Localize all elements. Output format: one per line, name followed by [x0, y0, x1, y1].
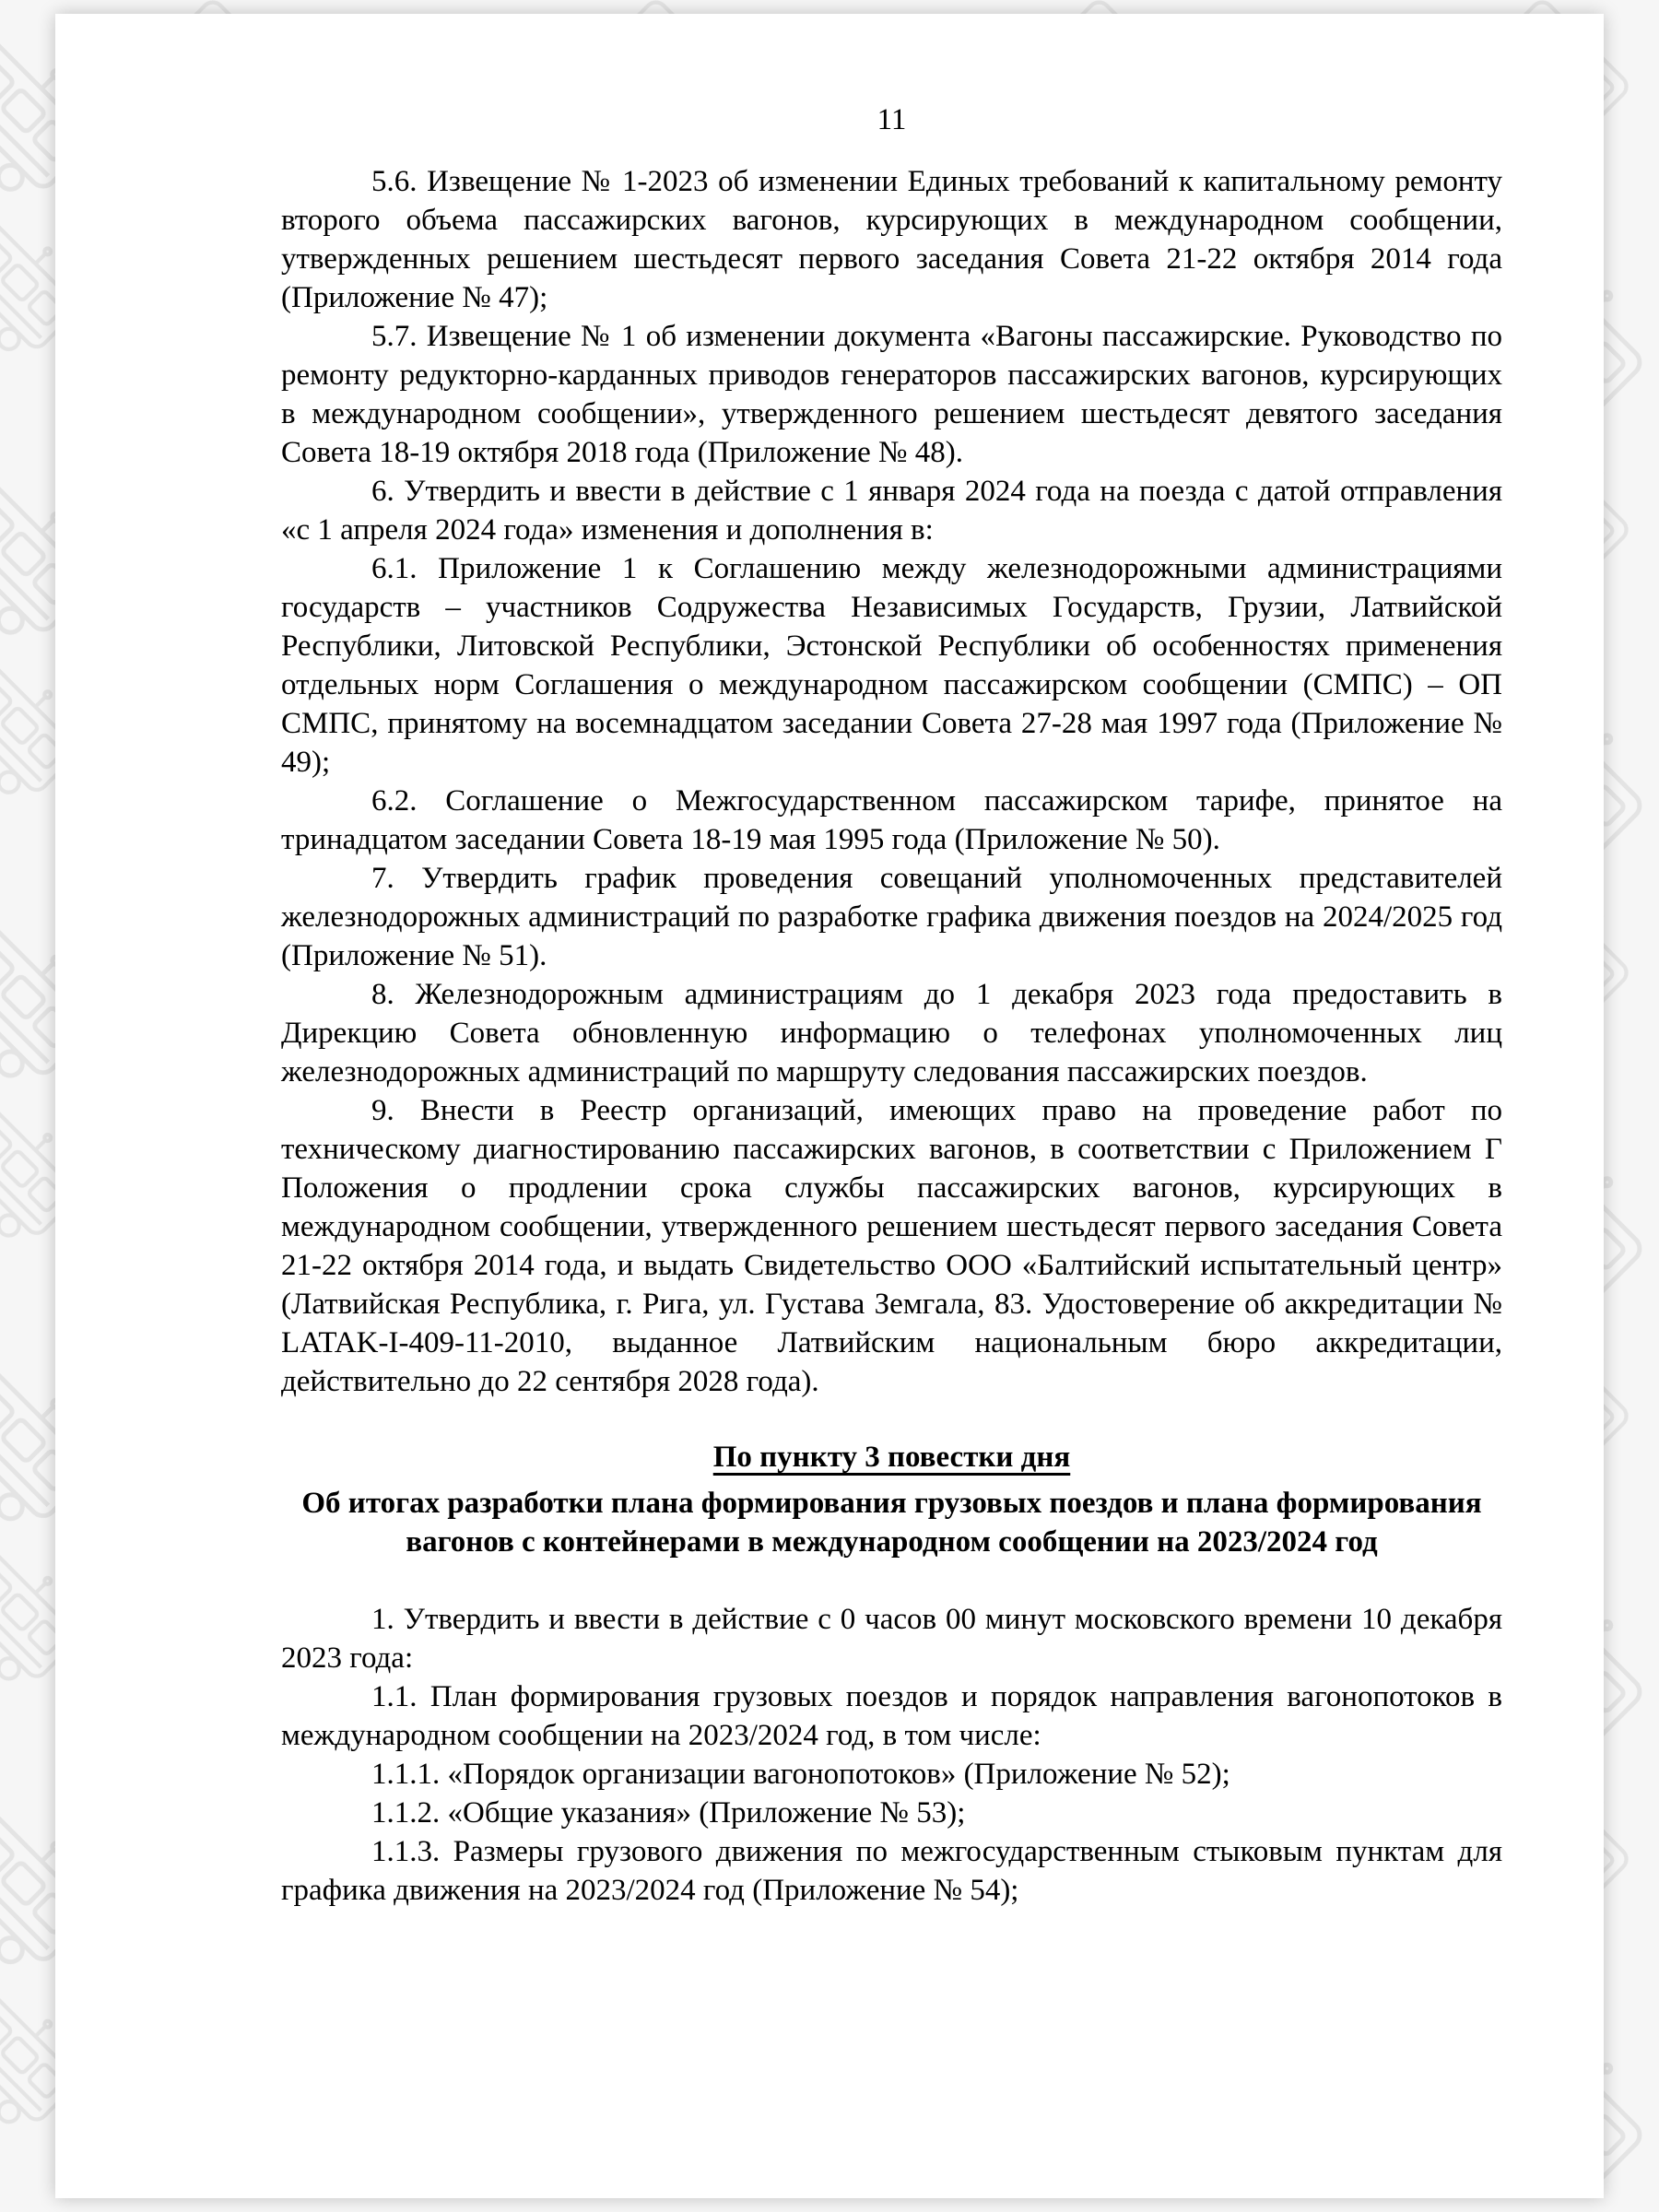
paragraph-8: 8. Железнодорожным администрациям до 1 декабря 2023 года предоставить в Дирекцию Совета обновленную информацию о телефонах уполномоченных лиц железнодорожных администраций по маршруту следования пассажирских поездов.	[281, 978, 1502, 1088]
paragraph-7: 7. Утвердить график проведения совещаний уполномоченных представителей железнодорожных администраций по разработке графика движения поездов на 2024/2025 год (Приложение № 51).	[281, 862, 1502, 972]
paragraph-1-1: 1.1. План формирования грузовых поездов и порядок направления вагонопотоков в международном сообщении на 2023/2024 год, в том числе:	[281, 1680, 1502, 1752]
paragraph-6: 6. Утвердить и ввести в действие с 1 января 2024 года на поезда с датой отправления «с 1 апреля 2024 года» изменения и дополнения в:	[281, 475, 1502, 547]
paragraph-6-1: 6.1. Приложение 1 к Соглашению между железнодорожными администрациями государств – участников Содружества Независимых Государств, Грузии, Латвийской Республики, Литовской Республики, Эстонской Республики об особенностях применения отдельных норм Соглашения о международном пассажирском сообщении (СМПС) – ОП СМПС, принятому на восемнадцатом заседании Совета 27-28 мая 1997 года (Приложение № 49);	[281, 552, 1502, 779]
paragraph-1-1-3: 1.1.3. Размеры грузового движения по межгосударственным стыковым пунктам для графика движения на 2023/2024 год (Приложение № 54);	[281, 1835, 1502, 1907]
paragraph-5-6: 5.6. Извещение № 1-2023 об изменении Единых требований к капитальному ремонту второго объема пассажирских вагонов, курсирующих в международном сообщении, утвержденных решением шестьдесят первого заседания Совета 21-22 октября 2014 года (Приложение № 47);	[281, 165, 1502, 314]
document-page-sheet	[55, 14, 1604, 2198]
paragraph-1: 1. Утвердить и ввести в действие с 0 часов 00 минут московского времени 10 декабря 2023 года:	[281, 1603, 1502, 1675]
paragraph-5-7: 5.7. Извещение № 1 об изменении документа «Вагоны пассажирские. Руководство по ремонту редукторно-карданных приводов генераторов пассажирских вагонов, курсирующих в международном сообщении», утвержденного решением шестьдесят девятого заседания Совета 18-19 октября 2018 года (Приложение № 48).	[281, 320, 1502, 469]
paragraph-6-2: 6.2. Соглашение о Межгосударственном пассажирском тарифе, принятое на тринадцатом заседании Совета 18-19 мая 1995 года (Приложение № 50).	[281, 784, 1502, 856]
agenda-item-heading	[281, 1438, 1502, 1477]
page-number: 11	[877, 103, 907, 136]
agenda-item-title: Об итогах разработки плана формирования грузовых поездов и плана формирования вагонов с контейнерами в международном сообщении на 2023/2024 год	[301, 1487, 1482, 1559]
document-text-block	[281, 162, 1502, 1910]
paragraph-1-1-1: 1.1.1. «Порядок организации вагонопотоков» (Приложение № 52);	[371, 1758, 1230, 1791]
agenda-item-heading-text: По пункту 3 повестки дня	[712, 1441, 1071, 1474]
paragraph-1-1-2: 1.1.2. «Общие указания» (Приложение № 53);	[371, 1796, 966, 1830]
paragraph-9: 9. Внести в Реестр организаций, имеющих право на проведение работ по техническому диагностированию пассажирских вагонов, в соответствии с Приложением Г Положения о продлении срока службы пассажирских вагонов, курсирующих в международном сообщении, утвержденного решением шестьдесят первого заседания Совета 21-22 октября 2014 года, и выдать Свидетельство ООО «Балтийский испытательный центр» (Латвийская Республика, г. Рига, ул. Густава Земгала, 83. Удостоверение об аккредитации № LATAK-I-409-11-2010, выданное Латвийским национальным бюро аккредитации, действительно до 22 сентября 2028 года).	[281, 1094, 1502, 1398]
